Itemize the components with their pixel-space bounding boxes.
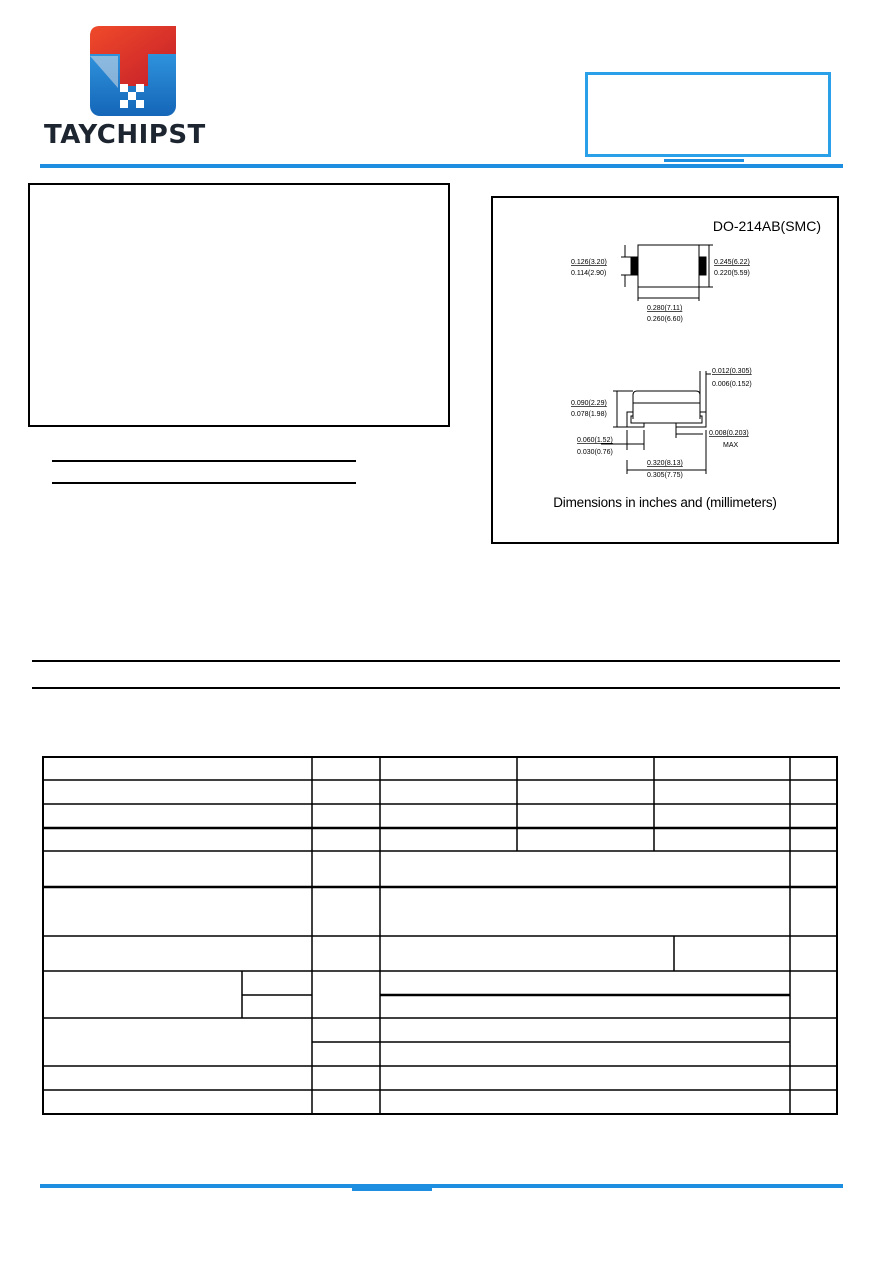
dim-length-max: 0.280(7.11)	[647, 305, 683, 312]
dim-width-min: 0.220(5.59)	[714, 270, 750, 277]
features-box	[28, 183, 450, 427]
mechanical-data-underline-1	[52, 460, 356, 462]
package-drawing	[493, 198, 837, 542]
ratings-table-grid	[44, 758, 836, 1113]
dim-standoff: 0.008(0.203)	[709, 430, 749, 437]
dim-length-min: 0.260(6.60)	[647, 316, 683, 323]
dim-height-max: 0.126(3.20)	[571, 259, 607, 266]
header-rule	[40, 164, 843, 168]
dim-body-h-max: 0.090(2.29)	[571, 400, 607, 407]
company-logo	[44, 24, 224, 154]
dim-body-h-min: 0.078(1.98)	[571, 411, 607, 418]
mechanical-data-underline-2	[52, 482, 356, 484]
dim-lead-thk-max: 0.012(0.305)	[712, 368, 752, 375]
dim-height-min: 0.114(2.90)	[571, 270, 607, 277]
part-number-box	[585, 72, 831, 157]
package-title: DO-214AB(SMC)	[712, 218, 821, 234]
dim-standoff-note: MAX	[723, 442, 739, 449]
dim-pad-max: 0.060(1.52)	[577, 437, 613, 444]
ratings-rule-bottom	[32, 687, 840, 689]
ratings-rule-top	[32, 660, 840, 662]
package-outline	[491, 196, 839, 544]
dim-width-max: 0.245(6.22)	[714, 259, 750, 266]
dim-overall-min: 0.305(7.75)	[647, 472, 683, 479]
logo-mark-icon	[90, 26, 176, 116]
logo-wordmark: TAYCHIPST	[44, 120, 206, 150]
package-caption: Dimensions in inches and (millimeters)	[553, 495, 777, 510]
dim-pad-min: 0.030(0.76)	[577, 449, 613, 456]
footer-rule	[40, 1184, 843, 1188]
dim-overall-max: 0.320(8.13)	[647, 460, 683, 467]
ratings-table	[42, 756, 838, 1115]
header-rule-accent	[664, 159, 744, 162]
footer-rule-accent	[352, 1188, 432, 1191]
dim-lead-thk-min: 0.006(0.152)	[712, 381, 752, 388]
